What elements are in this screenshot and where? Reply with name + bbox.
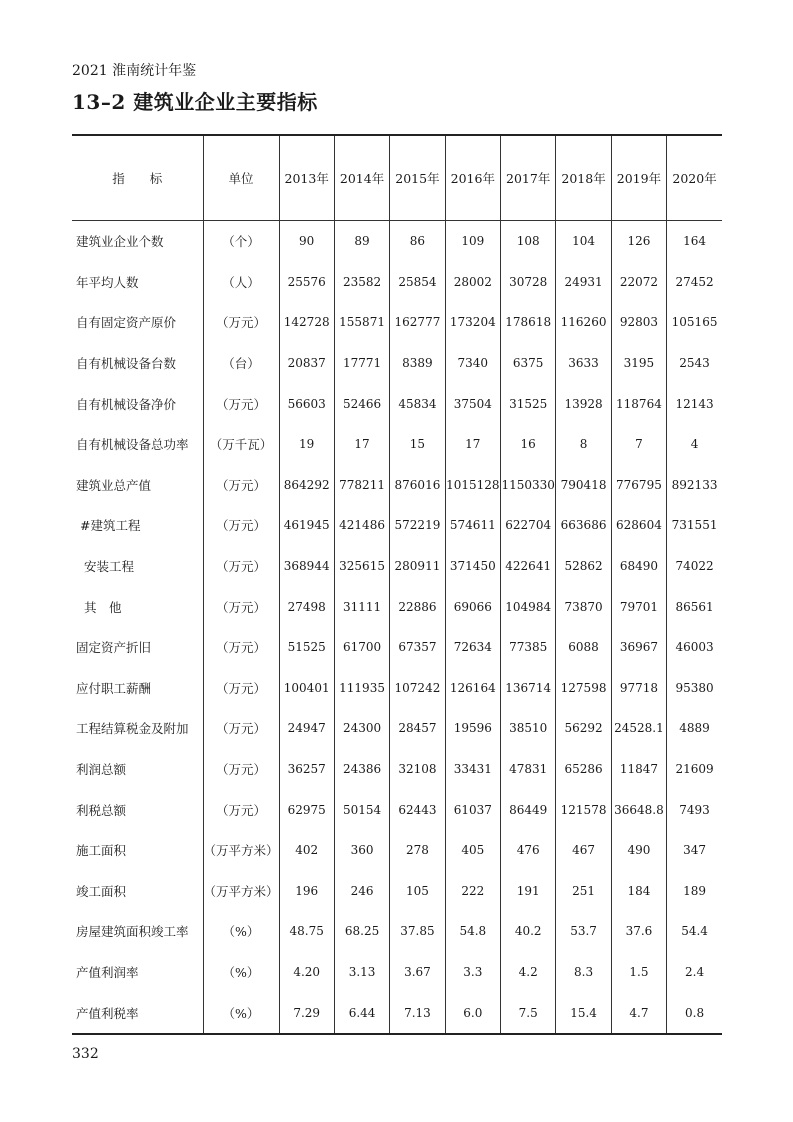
value-cell: 876016 <box>390 465 445 506</box>
indicator-label: 其 他 <box>84 599 122 615</box>
value-cell: 74022 <box>667 546 722 587</box>
unit-column-header: 单位 <box>203 136 279 221</box>
unit-cell: （万元） <box>203 465 279 506</box>
value-cell: 325615 <box>334 546 389 587</box>
value-cell: 89 <box>334 221 389 262</box>
value-cell: 47831 <box>501 749 556 790</box>
value-cell: 368944 <box>279 546 334 587</box>
value-cell: 864292 <box>279 465 334 506</box>
value-cell: 61037 <box>445 789 500 830</box>
value-cell: 467 <box>556 830 611 871</box>
value-cell: 108 <box>501 221 556 262</box>
value-cell: 126164 <box>445 668 500 709</box>
table-row <box>72 221 722 262</box>
value-cell: 1.5 <box>611 952 666 993</box>
value-cell: 86561 <box>667 586 722 627</box>
table-row <box>72 627 722 668</box>
value-cell: 422641 <box>501 546 556 587</box>
table-row <box>72 911 722 952</box>
value-cell: 28457 <box>390 708 445 749</box>
value-cell: 278 <box>390 830 445 871</box>
value-cell: 136714 <box>501 668 556 709</box>
value-cell: 17 <box>334 424 389 465</box>
indicator-label: 自有机械设备净价 <box>76 396 177 412</box>
table-row <box>72 992 722 1033</box>
value-cell: 46003 <box>667 627 722 668</box>
page-number: 332 <box>72 1046 99 1062</box>
unit-cell: （个） <box>203 221 279 262</box>
value-cell: 86 <box>390 221 445 262</box>
value-cell: 4.2 <box>501 952 556 993</box>
unit-cell: （%） <box>203 992 279 1033</box>
value-cell: 622704 <box>501 505 556 546</box>
unit-cell: （人） <box>203 262 279 303</box>
year-column-header: 2014年 <box>334 136 389 221</box>
value-cell: 126 <box>611 221 666 262</box>
value-cell: 371450 <box>445 546 500 587</box>
value-cell: 97718 <box>611 668 666 709</box>
table-title: 13–2 建筑业企业主要指标 <box>72 90 318 114</box>
value-cell: 68.25 <box>334 911 389 952</box>
value-cell: 251 <box>556 871 611 912</box>
value-cell: 892133 <box>667 465 722 506</box>
value-cell: 61700 <box>334 627 389 668</box>
value-cell: 52466 <box>334 383 389 424</box>
unit-cell: （万元） <box>203 586 279 627</box>
table-row <box>72 668 722 709</box>
value-cell: 33431 <box>445 749 500 790</box>
unit-cell: （万元） <box>203 749 279 790</box>
value-cell: 280911 <box>390 546 445 587</box>
unit-cell: （万元） <box>203 627 279 668</box>
table-row <box>72 383 722 424</box>
value-cell: 173204 <box>445 302 500 343</box>
value-cell: 95380 <box>667 668 722 709</box>
value-cell: 628604 <box>611 505 666 546</box>
value-cell: 24386 <box>334 749 389 790</box>
value-cell: 19 <box>279 424 334 465</box>
unit-cell: （万元） <box>203 789 279 830</box>
table-row <box>72 262 722 303</box>
value-cell: 45834 <box>390 383 445 424</box>
value-cell: 31111 <box>334 586 389 627</box>
table-row <box>72 749 722 790</box>
value-cell: 111935 <box>334 668 389 709</box>
value-cell: 0.8 <box>667 992 722 1033</box>
year-column-header: 2016年 <box>445 136 500 221</box>
value-cell: 37504 <box>445 383 500 424</box>
value-cell: 7.5 <box>501 992 556 1033</box>
value-cell: 104 <box>556 221 611 262</box>
value-cell: 778211 <box>334 465 389 506</box>
unit-cell: （%） <box>203 952 279 993</box>
value-cell: 28002 <box>445 262 500 303</box>
value-cell: 105 <box>390 871 445 912</box>
value-cell: 184 <box>611 871 666 912</box>
value-cell: 52862 <box>556 546 611 587</box>
unit-cell: （%） <box>203 911 279 952</box>
table-row <box>72 586 722 627</box>
value-cell: 37.6 <box>611 911 666 952</box>
value-cell: 69066 <box>445 586 500 627</box>
value-cell: 347 <box>667 830 722 871</box>
value-cell: 118764 <box>611 383 666 424</box>
value-cell: 3.13 <box>334 952 389 993</box>
value-cell: 100401 <box>279 668 334 709</box>
value-cell: 790418 <box>556 465 611 506</box>
value-cell: 19596 <box>445 708 500 749</box>
value-cell: 360 <box>334 830 389 871</box>
table-row <box>72 546 722 587</box>
value-cell: 36257 <box>279 749 334 790</box>
value-cell: 421486 <box>334 505 389 546</box>
value-cell: 6.0 <box>445 992 500 1033</box>
unit-cell: （万平方米） <box>203 830 279 871</box>
unit-cell: （万元） <box>203 302 279 343</box>
value-cell: 15.4 <box>556 992 611 1033</box>
value-cell: 37.85 <box>390 911 445 952</box>
value-cell: 8 <box>556 424 611 465</box>
table-row <box>72 708 722 749</box>
table-row <box>72 871 722 912</box>
value-cell: 21609 <box>667 749 722 790</box>
table-row <box>72 424 722 465</box>
indicator-label: 建筑业企业个数 <box>76 234 164 250</box>
value-cell: 127598 <box>556 668 611 709</box>
value-cell: 25854 <box>390 262 445 303</box>
indicator-label: 工程结算税金及附加 <box>76 721 189 737</box>
value-cell: 1015128 <box>445 465 500 506</box>
year-column-header: 2017年 <box>501 136 556 221</box>
indicator-column-header: 指 标 <box>72 136 203 221</box>
unit-cell: （万元） <box>203 505 279 546</box>
value-cell: 56292 <box>556 708 611 749</box>
table-row <box>72 343 722 384</box>
year-column-header: 2018年 <box>556 136 611 221</box>
table-row <box>72 302 722 343</box>
value-cell: 6375 <box>501 343 556 384</box>
indicator-label: 产值利税率 <box>76 1005 139 1021</box>
value-cell: 191 <box>501 871 556 912</box>
value-cell: 490 <box>611 830 666 871</box>
value-cell: 22072 <box>611 262 666 303</box>
value-cell: 62975 <box>279 789 334 830</box>
value-cell: 11847 <box>611 749 666 790</box>
value-cell: 54.4 <box>667 911 722 952</box>
indicator-label: 利润总额 <box>76 762 127 778</box>
value-cell: 25576 <box>279 262 334 303</box>
value-cell: 405 <box>445 830 500 871</box>
value-cell: 65286 <box>556 749 611 790</box>
indicator-label: 应付职工薪酬 <box>76 680 152 696</box>
value-cell: 40.2 <box>501 911 556 952</box>
indicator-label: 自有机械设备台数 <box>76 356 177 372</box>
value-cell: 48.75 <box>279 911 334 952</box>
value-cell: 12143 <box>667 383 722 424</box>
value-cell: 121578 <box>556 789 611 830</box>
value-cell: 38510 <box>501 708 556 749</box>
value-cell: 162777 <box>390 302 445 343</box>
value-cell: 24931 <box>556 262 611 303</box>
indicator-label: 安装工程 <box>84 559 135 575</box>
table-row <box>72 505 722 546</box>
value-cell: 62443 <box>390 789 445 830</box>
value-cell: 476 <box>501 830 556 871</box>
value-cell: 4.7 <box>611 992 666 1033</box>
unit-cell: （万元） <box>203 383 279 424</box>
value-cell: 92803 <box>611 302 666 343</box>
value-cell: 116260 <box>556 302 611 343</box>
value-cell: 30728 <box>501 262 556 303</box>
value-cell: 72634 <box>445 627 500 668</box>
value-cell: 3.67 <box>390 952 445 993</box>
value-cell: 68490 <box>611 546 666 587</box>
value-cell: 4 <box>667 424 722 465</box>
value-cell: 22886 <box>390 586 445 627</box>
value-cell: 24300 <box>334 708 389 749</box>
value-cell: 20837 <box>279 343 334 384</box>
year-column-header: 2013年 <box>279 136 334 221</box>
value-cell: 109 <box>445 221 500 262</box>
value-cell: 4889 <box>667 708 722 749</box>
value-cell: 246 <box>334 871 389 912</box>
value-cell: 4.20 <box>279 952 334 993</box>
value-cell: 16 <box>501 424 556 465</box>
value-cell: 27452 <box>667 262 722 303</box>
value-cell: 86449 <box>501 789 556 830</box>
value-cell: 107242 <box>390 668 445 709</box>
value-cell: 23582 <box>334 262 389 303</box>
value-cell: 51525 <box>279 627 334 668</box>
value-cell: 50154 <box>334 789 389 830</box>
value-cell: 776795 <box>611 465 666 506</box>
value-cell: 36967 <box>611 627 666 668</box>
year-column-header: 2015年 <box>390 136 445 221</box>
value-cell: 6088 <box>556 627 611 668</box>
value-cell: 402 <box>279 830 334 871</box>
indicator-label: 施工面积 <box>76 843 127 859</box>
value-cell: 7 <box>611 424 666 465</box>
unit-cell: （万元） <box>203 668 279 709</box>
value-cell: 54.8 <box>445 911 500 952</box>
value-cell: 27498 <box>279 586 334 627</box>
unit-cell: （台） <box>203 343 279 384</box>
value-cell: 572219 <box>390 505 445 546</box>
table-bottom-rule <box>72 1033 722 1035</box>
value-cell: 79701 <box>611 586 666 627</box>
indicator-label: 利税总额 <box>76 802 127 818</box>
indicator-label: 自有固定资产原价 <box>76 315 177 331</box>
value-cell: 731551 <box>667 505 722 546</box>
value-cell: 32108 <box>390 749 445 790</box>
value-cell: 90 <box>279 221 334 262</box>
value-cell: 24947 <box>279 708 334 749</box>
value-cell: 105165 <box>667 302 722 343</box>
yearbook-header: 2021 淮南统计年鉴 <box>72 63 197 79</box>
unit-cell: （万平方米） <box>203 871 279 912</box>
value-cell: 7.29 <box>279 992 334 1033</box>
value-cell: 461945 <box>279 505 334 546</box>
value-cell: 56603 <box>279 383 334 424</box>
year-column-header: 2019年 <box>611 136 666 221</box>
value-cell: 196 <box>279 871 334 912</box>
value-cell: 17771 <box>334 343 389 384</box>
value-cell: 104984 <box>501 586 556 627</box>
value-cell: 3195 <box>611 343 666 384</box>
value-cell: 1150330 <box>501 465 556 506</box>
value-cell: 31525 <box>501 383 556 424</box>
table-row <box>72 789 722 830</box>
value-cell: 24528.1 <box>611 708 666 749</box>
indicator-label: 产值利润率 <box>76 964 139 980</box>
indicators-table <box>72 136 722 1033</box>
value-cell: 15 <box>390 424 445 465</box>
indicator-label: 年平均人数 <box>76 274 139 290</box>
indicator-label: #建筑工程 <box>80 518 141 534</box>
unit-cell: （万元） <box>203 708 279 749</box>
table-row <box>72 465 722 506</box>
value-cell: 164 <box>667 221 722 262</box>
value-cell: 17 <box>445 424 500 465</box>
year-column-header: 2020年 <box>667 136 722 221</box>
value-cell: 2543 <box>667 343 722 384</box>
indicator-label: 建筑业总产值 <box>76 477 152 493</box>
value-cell: 3.3 <box>445 952 500 993</box>
value-cell: 155871 <box>334 302 389 343</box>
value-cell: 189 <box>667 871 722 912</box>
unit-cell: （万元） <box>203 546 279 587</box>
value-cell: 142728 <box>279 302 334 343</box>
table-row <box>72 952 722 993</box>
value-cell: 8389 <box>390 343 445 384</box>
value-cell: 53.7 <box>556 911 611 952</box>
indicator-label: 竣工面积 <box>76 883 127 899</box>
value-cell: 67357 <box>390 627 445 668</box>
value-cell: 7.13 <box>390 992 445 1033</box>
table-row <box>72 830 722 871</box>
value-cell: 2.4 <box>667 952 722 993</box>
value-cell: 663686 <box>556 505 611 546</box>
value-cell: 178618 <box>501 302 556 343</box>
value-cell: 8.3 <box>556 952 611 993</box>
value-cell: 13928 <box>556 383 611 424</box>
table-header-row <box>72 136 722 221</box>
value-cell: 222 <box>445 871 500 912</box>
value-cell: 7493 <box>667 789 722 830</box>
value-cell: 77385 <box>501 627 556 668</box>
unit-cell: （万千瓦） <box>203 424 279 465</box>
indicator-label: 固定资产折旧 <box>76 640 152 656</box>
indicator-label: 房屋建筑面积竣工率 <box>76 924 189 940</box>
value-cell: 6.44 <box>334 992 389 1033</box>
value-cell: 73870 <box>556 586 611 627</box>
table-body <box>72 221 722 1033</box>
indicator-label: 自有机械设备总功率 <box>76 437 189 453</box>
value-cell: 574611 <box>445 505 500 546</box>
value-cell: 3633 <box>556 343 611 384</box>
value-cell: 36648.8 <box>611 789 666 830</box>
value-cell: 7340 <box>445 343 500 384</box>
